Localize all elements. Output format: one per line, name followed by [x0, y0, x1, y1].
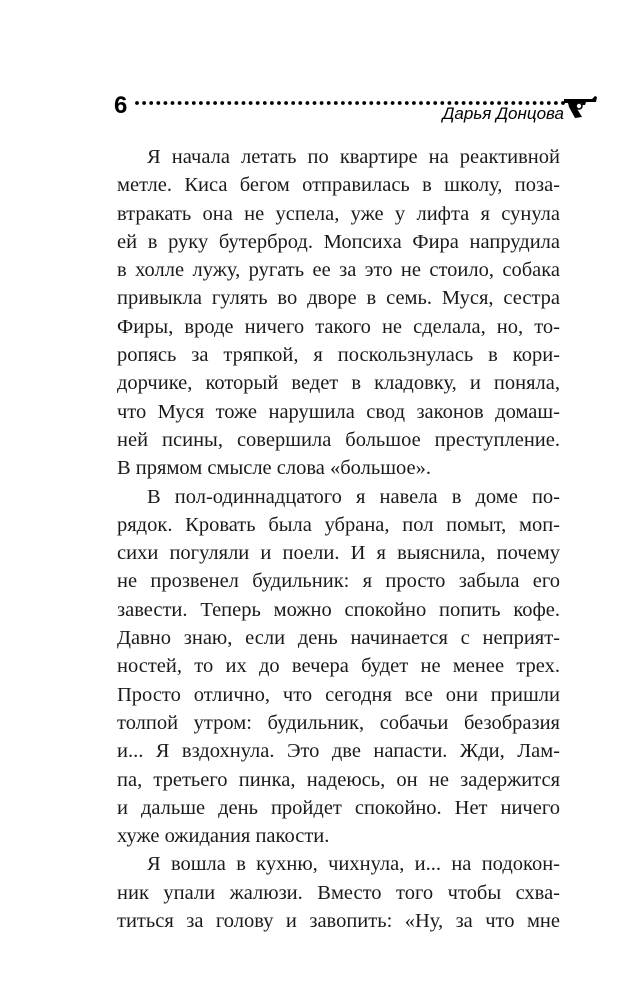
- paragraph: [117, 143, 560, 483]
- text-line: сихи погуляли и поели. И я выяснила, почему: [117, 542, 560, 565]
- text-line: Я вошла в кухню, чихнула, и... на подокон-: [147, 853, 560, 876]
- paragraph: [117, 483, 560, 851]
- running-head-author: Дарья Донцова: [442, 104, 564, 123]
- text-line: что Муся тоже нарушила свод законов домаш-: [117, 400, 560, 423]
- text-line: Я начала летать по квартире на реактивной: [147, 146, 560, 168]
- text-line: и дальше день пройдет спокойно. Нет ничего: [117, 796, 560, 819]
- text-line: не прозвенел будильник: я просто забыла его: [117, 570, 560, 593]
- text-line: Давно знаю, если день начинается с неприят-: [117, 627, 560, 650]
- text-line: привыкла гулять во дворе в семь. Муся, сестра: [117, 287, 560, 310]
- text-line: завести. Теперь можно спокойно попить кофе.: [117, 598, 560, 621]
- text-line: метле. Киса бегом отправилась в школу, поза-: [117, 174, 560, 197]
- pistol-icon: [562, 93, 598, 119]
- running-header: [114, 92, 592, 132]
- text-line: втракать она не успела, уже у лифта я сунула: [117, 202, 560, 225]
- text-line: В пол-одиннадцатого я навела в доме по-: [147, 485, 560, 508]
- text-line: ей в руку бутерброд. Мопсиха Фира напрудила: [117, 230, 560, 253]
- text-line: толпой утром: будильник, собачьи безобразия: [117, 711, 560, 734]
- text-line: и... Я вздохнула. Это две напасти. Жди, Лам-: [117, 740, 560, 763]
- text-line: Фиры, вроде ничего такого не сделала, но, то-: [117, 315, 560, 338]
- text-line: ностей, то их до вечера будет не менее трех.: [117, 655, 560, 678]
- text-line: хуже ожидания пакости.: [117, 825, 330, 848]
- text-line: Просто отлично, что сегодня все они пришли: [117, 683, 560, 706]
- text-line: рядок. Кровать была убрана, пол помыт, моп-: [117, 513, 560, 536]
- page-number: 6: [114, 92, 128, 119]
- text-line: дорчике, который ведет в кладовку, и поняла,: [117, 372, 560, 395]
- text-line: ропясь за тряпкой, я поскользнулась в кори-: [117, 344, 560, 367]
- paragraph: [117, 850, 560, 935]
- body-text: [117, 143, 560, 935]
- text-line: па, третьего пинка, надеюсь, он не задержится: [117, 768, 560, 791]
- text-line: титься за голову и завопить: «Ну, за что мне: [117, 910, 560, 933]
- text-line: В прямом смысле слова «большое».: [117, 457, 431, 480]
- text-line: в холле лужу, ругать ее за это не стоило, собака: [117, 259, 560, 282]
- text-line: ник упали жалюзи. Вместо того чтобы схва-: [117, 881, 560, 904]
- text-line: ней псины, совершила большое преступление.: [117, 428, 560, 451]
